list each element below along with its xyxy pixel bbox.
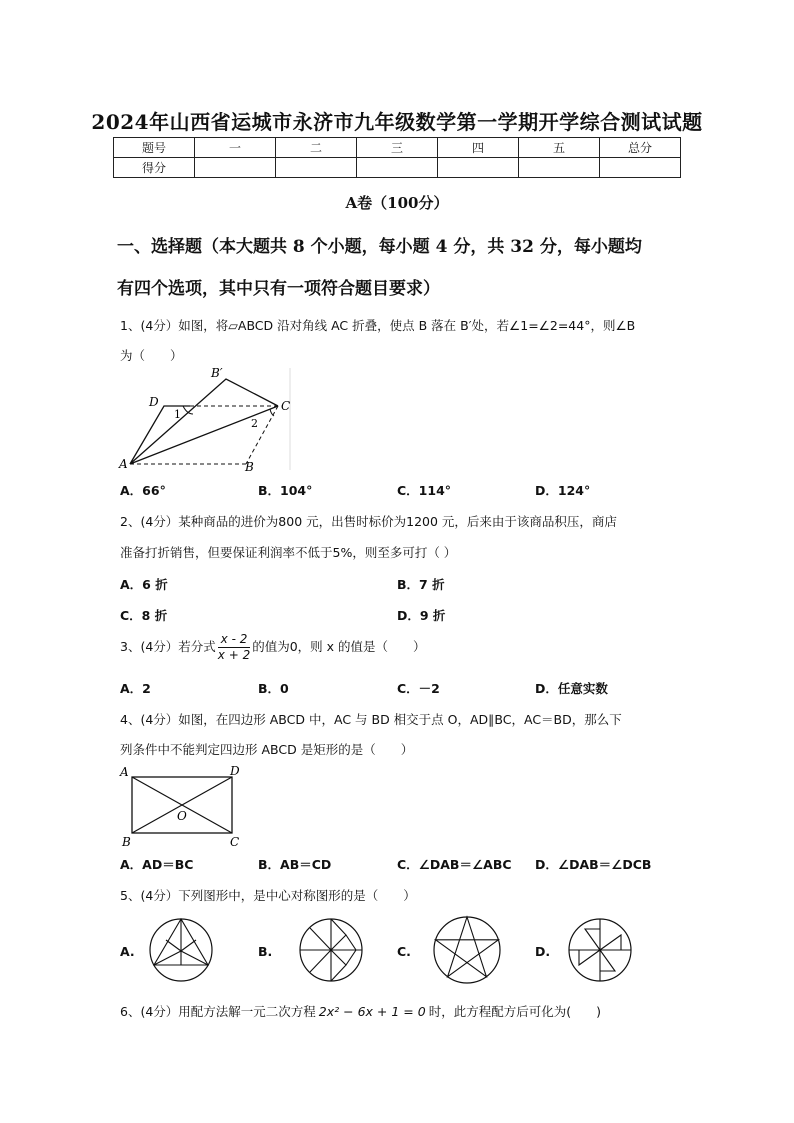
q1-figure: [115, 364, 297, 474]
score-cell: 二: [276, 138, 357, 158]
q3-prefix: 3、(4分）若分式: [120, 639, 216, 654]
q5-figure-a[interactable]: [146, 915, 216, 985]
q3-suffix: 的值为0，则 x 的值是（ ）: [252, 639, 426, 654]
figure-c-circle: [434, 917, 500, 983]
label-b: B: [122, 835, 131, 849]
q1-option-d[interactable]: D．124°: [535, 483, 591, 498]
q6-suffix: 时，此方程配方后可化为( ): [428, 1004, 601, 1019]
q3-option-c[interactable]: C．－2: [397, 681, 440, 696]
q2-option-d[interactable]: D．9 折: [397, 608, 446, 623]
figure-d-line: [600, 935, 621, 950]
q6-prefix: 6、(4分）用配方法解一元二次方程: [120, 1004, 316, 1019]
q6-equation: 2x² − 6x + 1 = 0: [318, 1004, 426, 1019]
figure-d-line: [600, 950, 615, 971]
q5-text: 5、(4分）下列图形中，是中心对称图形的是（ ）: [120, 888, 416, 903]
q2-text-line1: 2、(4分）某种商品的进价为800 元，出售时标价为1200 元，后来由于该商品积压，商店: [120, 514, 617, 529]
label-angle-1: 1: [174, 408, 181, 421]
q6-text: [120, 1002, 601, 1020]
score-cell-empty: [519, 158, 600, 178]
q4-figure: [115, 762, 250, 850]
q2-option-b[interactable]: B．7 折: [397, 577, 445, 592]
q4-text-line2: 列条件中不能判定四边形 ABCD 是矩形的是（ ）: [120, 742, 414, 757]
q4-option-d[interactable]: D．∠DAB＝∠DCB: [535, 857, 652, 872]
score-table-header-row: [114, 138, 681, 158]
score-cell: 一: [195, 138, 276, 158]
label-o: O: [177, 809, 187, 823]
q5-option-b[interactable]: B.: [258, 944, 273, 959]
score-cell: 五: [519, 138, 600, 158]
score-table-score-row: [114, 158, 681, 178]
section-a-title: A卷（100分）: [345, 194, 449, 212]
exam-title: 2024年山西省运城市永济市九年级数学第一学期开学综合测试试题: [91, 110, 703, 134]
label-b-prime: B′: [211, 366, 223, 380]
label-d: D: [230, 764, 240, 778]
q1-text-line2: 为（ ）: [120, 348, 183, 363]
q1-option-b[interactable]: B．104°: [258, 483, 313, 498]
q1-option-a[interactable]: A．66°: [120, 483, 166, 498]
label-c: C: [281, 399, 291, 413]
label-c: C: [230, 835, 240, 849]
q5-option-a[interactable]: A.: [120, 944, 135, 959]
figure-d-line: [585, 929, 600, 950]
q3-option-a[interactable]: A．2: [120, 681, 151, 696]
q1-option-c[interactable]: C．114°: [397, 483, 452, 498]
section1-header-line1: 一、选择题（本大题共 8 个小题，每小题 4 分，共 32 分，每小题均: [117, 237, 642, 257]
figure-a-line: [166, 940, 181, 951]
label-a: A: [120, 765, 129, 779]
score-table: [113, 137, 681, 178]
score-cell-empty: [276, 158, 357, 178]
score-cell: 得分: [114, 158, 195, 178]
q3-fraction: [218, 632, 250, 663]
diagonal-ac: [130, 406, 278, 464]
q5-figure-d[interactable]: [565, 915, 635, 985]
q4-text-line1: 4、(4分）如图，在四边形 ABCD 中，AC 与 BD 相交于点 O，AD∥BC，AC＝BD，那么下: [120, 712, 622, 727]
score-cell: 题号: [114, 138, 195, 158]
figure-a-line: [181, 940, 196, 951]
score-cell: 总分: [600, 138, 681, 158]
score-cell-empty: [195, 158, 276, 178]
label-a: A: [119, 457, 128, 471]
q3-denominator: x + 2: [217, 648, 251, 662]
figure-d-line: [579, 950, 600, 965]
label-angle-2: 2: [251, 417, 258, 430]
q5-option-d[interactable]: D.: [535, 944, 551, 959]
label-b: B: [245, 460, 254, 474]
q2-option-a[interactable]: A．6 折: [120, 577, 168, 592]
section1-header-line2: 有四个选项，其中只有一项符合题目要求）: [117, 279, 440, 299]
q1-text-line1: 1、(4分）如图，将▱ABCD 沿对角线 AC 折叠，使点 B 落在 B′处，若∠1=∠2=44°，则∠B: [120, 318, 636, 333]
q4-option-c[interactable]: C．∠DAB＝∠ABC: [397, 857, 512, 872]
q4-option-a[interactable]: A．AD＝BC: [120, 857, 194, 872]
q3-option-d[interactable]: D．任意实数: [535, 681, 608, 696]
q5-figure-c[interactable]: [430, 913, 504, 987]
q3-text: [120, 632, 426, 663]
score-cell-empty: [600, 158, 681, 178]
score-cell-empty: [438, 158, 519, 178]
score-cell-empty: [357, 158, 438, 178]
label-d: D: [149, 395, 159, 409]
score-cell: 四: [438, 138, 519, 158]
q5-option-c[interactable]: C.: [397, 944, 411, 959]
q4-option-b[interactable]: B．AB＝CD: [258, 857, 332, 872]
q3-numerator: x - 2: [218, 632, 250, 648]
q3-option-b[interactable]: B．0: [258, 681, 289, 696]
angle-2-arc: [270, 409, 274, 416]
q5-figure-b[interactable]: [296, 915, 366, 985]
q2-option-c[interactable]: C．8 折: [120, 608, 168, 623]
q2-text-line2: 准备打折销售，但要保证利润率不低于5%，则至多可打（ ）: [120, 545, 457, 560]
score-cell: 三: [357, 138, 438, 158]
